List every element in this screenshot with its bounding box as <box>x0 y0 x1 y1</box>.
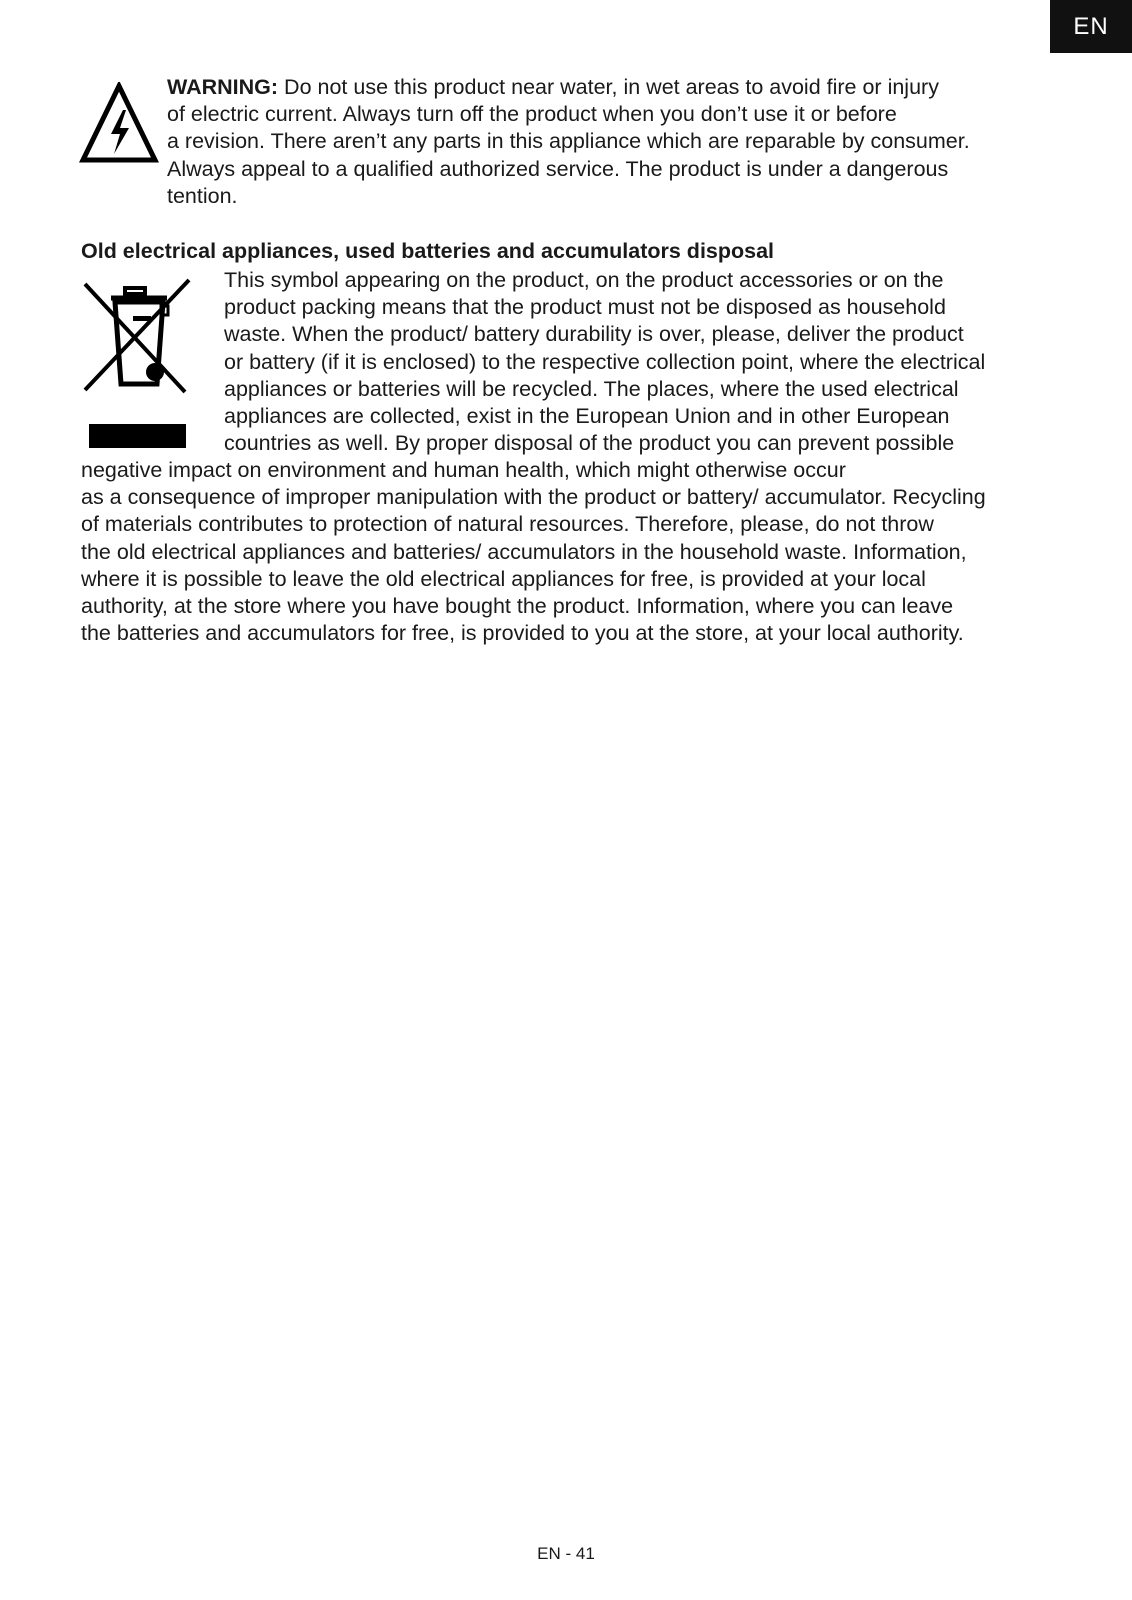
disposal-line: negative impact on environment and human health, which might otherwise occur <box>81 458 846 482</box>
page-number: EN - 41 <box>537 1544 595 1563</box>
disposal-line: appliances are collected, exist in the European Union and in other European <box>224 404 950 429</box>
crossed-out-wheelie-bin-icon <box>81 278 193 408</box>
disposal-line: as a consequence of improper manipulation with the product or battery/ accumulator. Recycling <box>81 485 986 510</box>
warning-line: Do not use this product near water, in wet areas to avoid fire or injury <box>278 75 939 99</box>
disposal-line: or battery (if it is enclosed) to the respective collection point, where the electrical <box>224 349 986 374</box>
warning-paragraph <box>167 74 970 210</box>
disposal-line: This symbol appearing on the product, on the product accessories or on the <box>224 268 944 292</box>
warning-line: of electric current. Always turn off the product when you don’t use it or before <box>167 102 897 127</box>
disposal-line: where it is possible to leave the old electrical appliances for free, is provided at your local <box>81 566 926 591</box>
disposal-line: of materials contributes to protection of natural resources. Therefore, please, do not throw <box>81 512 934 537</box>
disposal-paragraph-indented <box>224 267 985 457</box>
electric-hazard-triangle-icon <box>79 82 159 164</box>
disposal-line: waste. When the product/ battery durability is over, please, deliver the product <box>224 322 964 347</box>
disposal-line: appliances or batteries will be recycled. The places, where the used electrical <box>224 376 959 401</box>
disposal-line: product packing means that the product must not be disposed as household <box>224 295 946 320</box>
disposal-paragraph-full <box>81 457 986 647</box>
disposal-line: the old electrical appliances and batteries/ accumulators in the household waste. Information, <box>81 539 967 564</box>
warning-line: a revision. There aren’t any parts in this appliance which are reparable by consumer. <box>167 129 970 154</box>
weee-bar-icon <box>89 424 186 448</box>
disposal-line: countries as well. By proper disposal of the product you can prevent possible <box>224 431 955 456</box>
disposal-heading: Old electrical appliances, used batteries and accumulators disposal <box>81 239 775 263</box>
warning-label: WARNING: <box>167 75 279 99</box>
disposal-line: the batteries and accumulators for free, is provided to you at the store, at your local authority. <box>81 621 964 646</box>
disposal-line: authority, at the store where you have bought the product. Information, where you can leave <box>81 594 954 619</box>
warning-line: Always appeal to a qualified authorized service. The product is under a dangerous <box>167 156 949 181</box>
language-tab: EN <box>1050 0 1132 53</box>
warning-line: tention. <box>167 183 238 208</box>
